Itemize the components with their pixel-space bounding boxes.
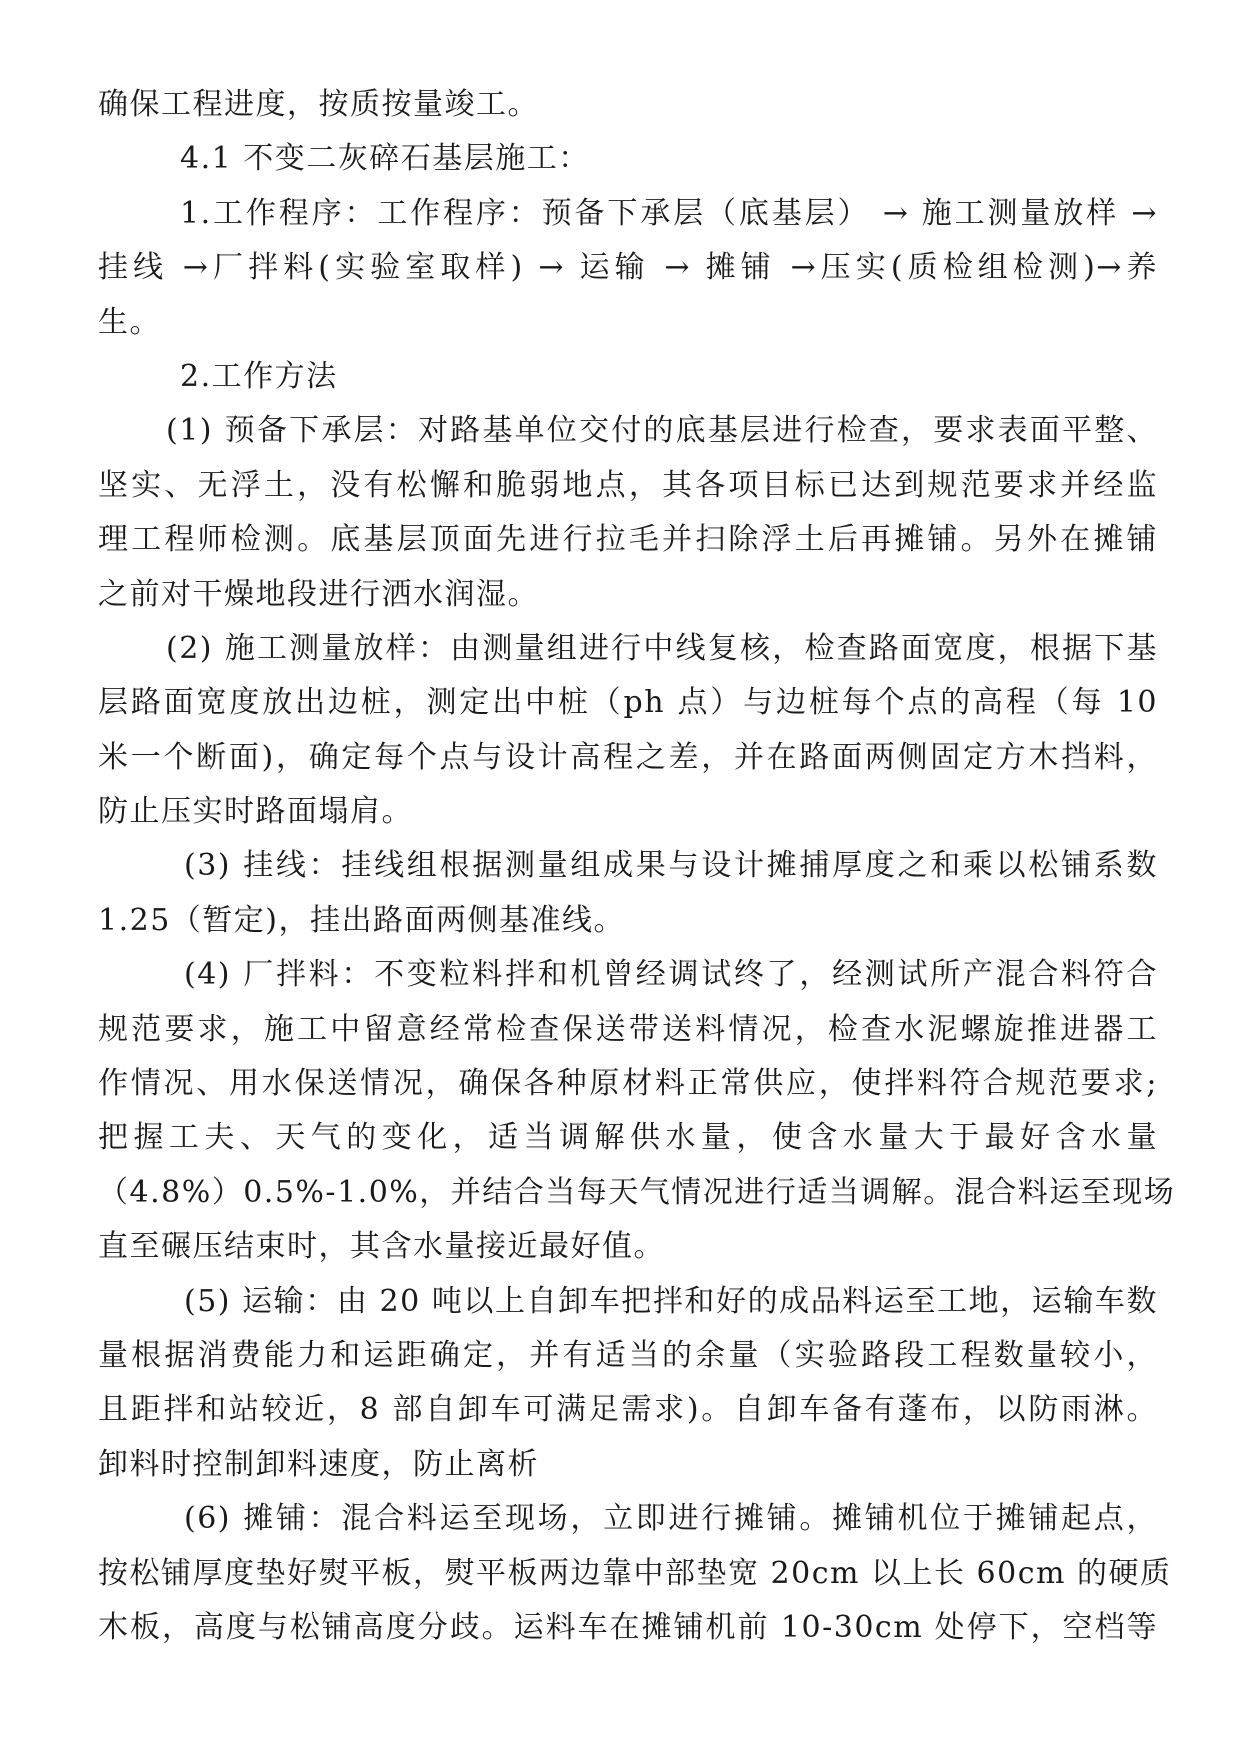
- subsection-heading: 1.工作程序：工作程序：预备下承层（底基层） → 施工测量放样 →: [180, 195, 1158, 231]
- section-heading: 4.1 不变二灰碎石基层施工：: [180, 141, 590, 177]
- text-line: 理工程师检测。底基层顶面先进行拉毛并扫除浮土后再摊铺。另外在摊铺: [98, 522, 1158, 558]
- paragraph-start: (6) 摊铺：混合料运至现场，立即进行摊铺。摊铺机位于摊铺起点，: [184, 1501, 1158, 1537]
- paragraph-start: (4) 厂拌料：不变粒料拌和机曾经调试终了，经测试所产混合料符合: [184, 957, 1158, 993]
- text-line: 挂线 →厂拌料(实验室取样) → 运输 → 摊铺 →压实(质检组检测)→养: [98, 250, 1158, 286]
- text-line: 规范要求，施工中留意经常检查保送带送料情况，检查水泥螺旋推进器工: [98, 1011, 1158, 1047]
- paragraph-start: (3) 挂线：挂线组根据测量组成果与设计摊捕厚度之和乘以松铺系数: [184, 848, 1158, 884]
- text-line: 生。: [98, 304, 161, 340]
- text-line: 木板，高度与松铺高度分歧。运料车在摊铺机前 10-30cm 处停下，空档等: [98, 1609, 1158, 1645]
- text-line: （4.8%）0.5%-1.0%，并结合当每天气情况进行适当调解。混合料运至现场: [98, 1174, 1176, 1210]
- text-line: 米一个断面)，确定每个点与设计高程之差，并在路面两侧固定方木挡料，: [98, 739, 1158, 775]
- text-line: 防止压实时路面塌肩。: [98, 794, 413, 830]
- text-line: 坚实、无浮土，没有松懈和脆弱地点，其各项目标已达到规范要求并经监: [98, 467, 1158, 503]
- paragraph-start: (5) 运输：由 20 吨以上自卸车把拌和好的成品料运至工地，运输车数: [184, 1283, 1158, 1319]
- text-line: 按松铺厚度垫好熨平板，熨平板两边靠中部垫宽 20cm 以上长 60cm 的硬质: [98, 1555, 1172, 1591]
- text-line: 确保工程进度，按质按量竣工。: [98, 87, 539, 122]
- text-line: 量根据消费能力和运距确定，并有适当的余量（实验路段工程数量较小，: [98, 1337, 1158, 1373]
- paragraph-start: (1) 预备下承层：对路基单位交付的底基层进行检查，要求表面平整、: [166, 413, 1158, 449]
- text-line: 作情况、用水保送情况，确保各种原材料正常供应，使拌料符合规范要求;: [98, 1066, 1158, 1102]
- text-line: 直至碾压结束时，其含水量接近最好值。: [98, 1229, 665, 1265]
- paragraph-start: (2) 施工测量放样：由测量组进行中线复核，检查路面宽度，根据下基: [166, 630, 1158, 666]
- subsection-heading: 2.工作方法: [180, 358, 338, 394]
- text-line: 把握工夫、天气的变化，适当调解供水量，使含水量大于最好含水量: [98, 1120, 1158, 1156]
- text-line: 卸料时控制卸料速度，防止离析: [98, 1446, 539, 1482]
- text-line: 之前对干燥地段进行洒水润湿。: [98, 576, 539, 612]
- text-line: 1.25（暂定)，挂出路面两侧基准线。: [98, 902, 626, 938]
- document-page: [98, 78, 1176, 1655]
- text-line: 层路面宽度放出边桩，测定出中桩（ph 点）与边桩每个点的高程（每 10: [98, 685, 1158, 721]
- text-line: 且距拌和站较近，8 部自卸车可满足需求)。自卸车备有蓬布，以防雨淋。: [98, 1392, 1158, 1428]
